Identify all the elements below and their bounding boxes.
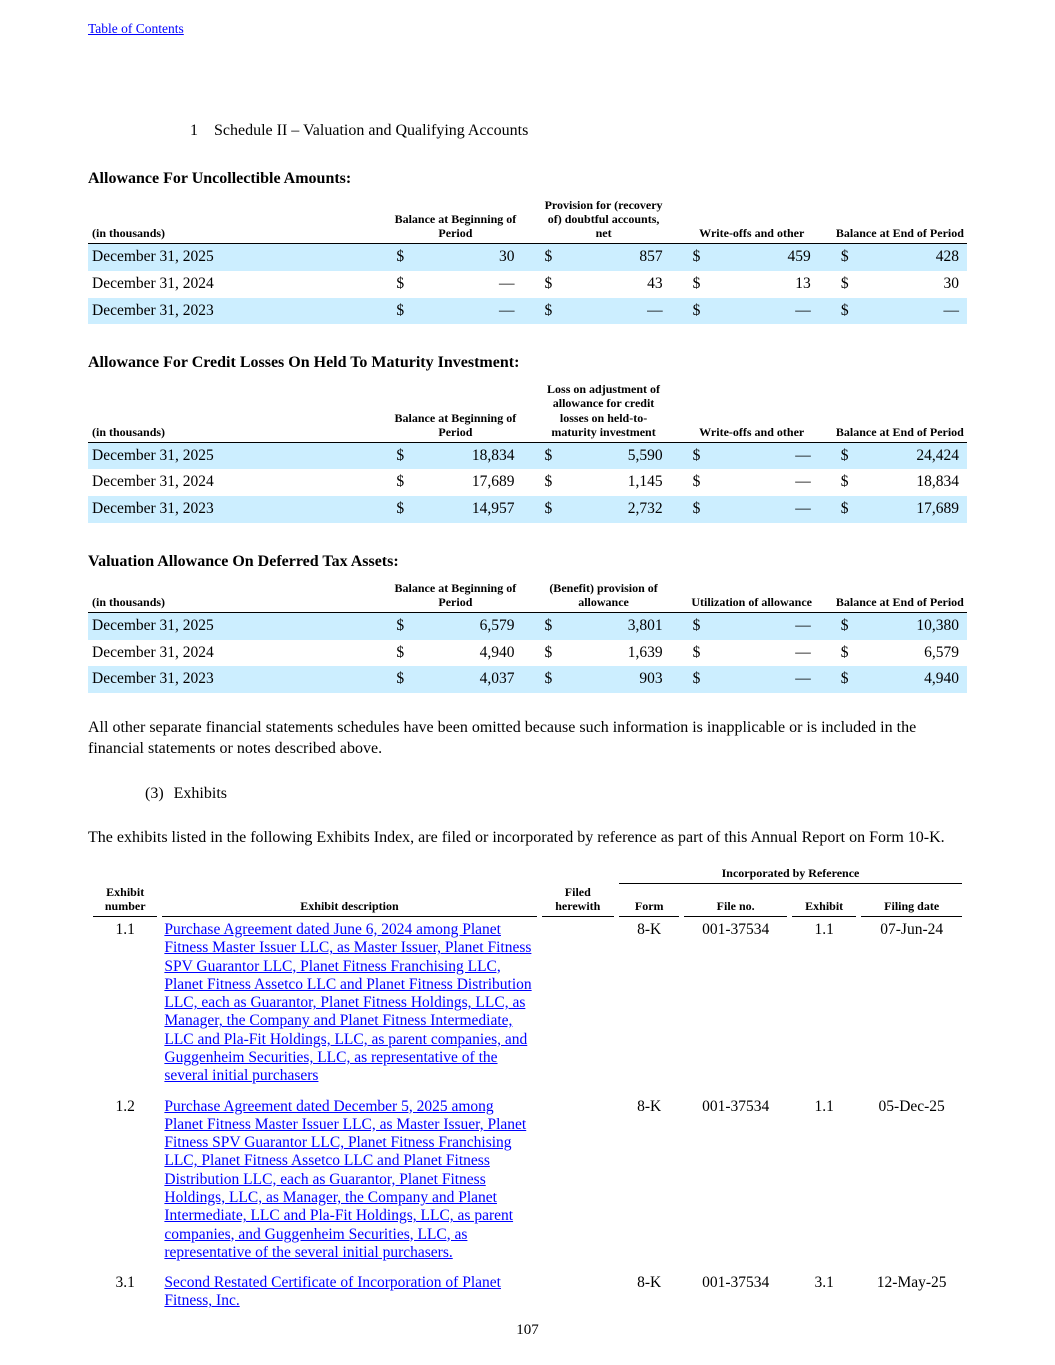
exhibits-header-row: [93, 884, 962, 917]
table-row: [88, 612, 967, 639]
col-header-writeoffs: Write-offs and other: [685, 197, 819, 244]
amount-cell: 857: [559, 244, 671, 271]
form-cell: 8-K: [637, 1097, 662, 1115]
schedule-number: 1: [190, 122, 198, 139]
exhibit-description-link[interactable]: Purchase Agreement dated December 5, 2025 among Planet Fitness Master Issuer LLC, as Master Issuer, Planet Fitness SPV Guarantor LLC, Planet Fitness Franchising LLC, Planet Fitness Assetco LLC and Planet Fitness Distribution LLC, each as Guarantor, Planet Fitness Holdings, LLC, as Manager, the Company and Planet Intermediate, LLC and Pla-Fit Holdings, LLC, as parent companies, and Guggenheim Securities, LLC, as representative of the several initial purchasers.: [164, 1097, 527, 1261]
exhibit-number: 3.1: [115, 1274, 135, 1292]
amount-cell: 6,579: [924, 643, 959, 661]
file-no-cell: 001-37534: [702, 1274, 770, 1292]
amount-cell: —: [707, 612, 819, 639]
row-label: December 31, 2025: [88, 442, 388, 469]
exhibit-number: 1.1: [115, 921, 135, 939]
spacer-cell: [671, 244, 685, 271]
col-header-exhibit-number: Exhibit number: [93, 884, 157, 917]
incorporated-by-reference-header: Incorporated by Reference: [619, 865, 962, 884]
currency-symbol: $: [840, 473, 849, 491]
currency-symbol: $: [537, 244, 559, 271]
amount-cell: —: [707, 496, 819, 523]
col-header-form: Form: [619, 884, 679, 917]
currency-symbol: $: [396, 473, 405, 491]
col-header-balance-beginning: Balance at Beginning of Period: [388, 580, 522, 613]
table-row: [88, 666, 967, 693]
spacer-cell: [671, 442, 685, 469]
exhibit-number: 1.2: [115, 1097, 135, 1115]
spacer-cell: [671, 381, 685, 442]
currency-symbol: $: [388, 612, 410, 639]
table-row: [88, 496, 967, 523]
exhibits-title: Exhibits: [173, 785, 227, 803]
currency-symbol: $: [396, 275, 405, 293]
credit-losses-table: [88, 381, 967, 522]
table-row: [88, 469, 967, 496]
exhibit-description-link[interactable]: Purchase Agreement dated June 6, 2024 among Planet Fitness Master Issuer LLC, as Master Issuer, Planet Fitness SPV Guarantor LLC, Planet Fitness Franchising LLC, Planet Fitness Assetco LLC and Planet Fitness Distribution LLC, each as Guarantor, Planet Fitness Holdings, LLC, as Manager, the Company and Planet Fitness Intermediate, LLC and Pla-Fit Holdings, LLC, as parent companies, and Guggenheim Securities, LLC, as representative of the several initial purchasers: [164, 921, 532, 1085]
exhibit-row: [93, 1094, 962, 1271]
spacer-cell: [671, 197, 685, 244]
spacer-cell: [522, 496, 536, 523]
unit-label: (in thousands): [88, 197, 388, 244]
section-title-credit-losses: Allowance For Credit Losses On Held To Maturity Investment:: [88, 354, 520, 372]
amount-cell: —: [707, 666, 819, 693]
table-header-row: [88, 197, 967, 244]
currency-symbol: $: [840, 643, 849, 661]
currency-symbol: $: [537, 298, 559, 325]
spacer-cell: [522, 640, 536, 667]
currency-symbol: $: [544, 275, 553, 293]
filed-herewith-cell: [542, 917, 614, 1094]
col-header-file-no: File no.: [684, 884, 787, 917]
amount-cell: 4,037: [410, 666, 522, 693]
currency-symbol: $: [685, 442, 707, 469]
amount-cell: 5,590: [558, 442, 670, 469]
spacer-cell: [522, 298, 536, 325]
spacer-cell: [671, 640, 685, 667]
currency-symbol: $: [685, 666, 707, 693]
form-cell: 8-K: [637, 1274, 662, 1292]
amount-cell: —: [498, 275, 515, 293]
col-header-exhibit: Exhibit: [792, 884, 856, 917]
spacer-cell: [671, 298, 685, 325]
amount-cell: 6,579: [410, 612, 522, 639]
spacer-cell: [522, 469, 536, 496]
exhibit-description-cell: [162, 1094, 536, 1271]
amount-cell: 30: [410, 244, 522, 271]
row-label: December 31, 2024: [92, 643, 214, 661]
currency-symbol: $: [536, 612, 558, 639]
spacer-cell: [819, 496, 833, 523]
unit-label: (in thousands): [88, 381, 388, 442]
schedule-heading: [88, 122, 967, 140]
amount-cell: —: [795, 643, 811, 661]
amount-cell: 1,145: [627, 473, 663, 491]
amount-cell: 4,940: [479, 643, 515, 661]
table-of-contents-link[interactable]: Table of Contents: [88, 21, 184, 36]
uncollectible-amounts-table: [88, 197, 967, 324]
spacer-cell: [819, 298, 833, 325]
currency-symbol: $: [833, 244, 855, 271]
row-label: December 31, 2025: [88, 612, 388, 639]
filing-date-cell: 05-Dec-25: [878, 1097, 945, 1115]
file-no-cell: 001-37534: [702, 921, 770, 939]
amount-cell: 903: [558, 666, 670, 693]
spacer-cell: [522, 580, 536, 613]
spacer-cell: [522, 612, 536, 639]
spacer-cell: [671, 666, 685, 693]
row-label: December 31, 2024: [92, 473, 214, 491]
amount-cell: 17,689: [471, 473, 515, 491]
table-row: [88, 298, 967, 325]
currency-symbol: $: [692, 275, 701, 293]
amount-cell: 10,380: [855, 612, 967, 639]
spacer-cell: [671, 271, 685, 298]
spacer-cell: [671, 580, 685, 613]
amount-cell: 30: [943, 275, 959, 293]
amount-cell: —: [707, 298, 819, 325]
col-header-filed-herewith: Filed herewith: [542, 884, 614, 917]
amount-cell: 2,732: [558, 496, 670, 523]
row-label: December 31, 2023: [88, 298, 388, 325]
currency-symbol: $: [833, 298, 855, 325]
currency-symbol: $: [396, 643, 405, 661]
exhibits-index-table: [88, 865, 967, 1319]
currency-symbol: $: [388, 244, 410, 271]
spacer-cell: [819, 640, 833, 667]
exhibit-ref-cell: 1.1: [814, 921, 834, 939]
currency-symbol: $: [536, 442, 558, 469]
row-label: December 31, 2023: [88, 666, 388, 693]
currency-symbol: $: [388, 496, 410, 523]
spacer-cell: [819, 612, 833, 639]
exhibit-row: [93, 917, 962, 1094]
amount-cell: 459: [707, 244, 819, 271]
amount-cell: 1,639: [627, 643, 663, 661]
file-no-cell: 001-37534: [702, 1097, 770, 1115]
col-header-balance-end: Balance at End of Period: [833, 580, 967, 613]
spacer-cell: [819, 580, 833, 613]
spacer-cell: [671, 496, 685, 523]
amount-cell: —: [855, 298, 967, 325]
spacer-cell: [671, 469, 685, 496]
currency-symbol: $: [544, 643, 553, 661]
amount-cell: 18,834: [916, 473, 959, 491]
amount-cell: —: [410, 298, 522, 325]
amount-cell: 43: [647, 275, 663, 293]
spacer-cell: [819, 197, 833, 244]
spacer-cell: [522, 271, 536, 298]
spacer-cell: [819, 666, 833, 693]
spacer-cell: [522, 244, 536, 271]
currency-symbol: $: [544, 473, 553, 491]
currency-symbol: $: [388, 666, 410, 693]
currency-symbol: $: [692, 643, 701, 661]
amount-cell: 24,424: [855, 442, 967, 469]
exhibits-number: (3): [145, 785, 164, 803]
exhibit-row: [93, 1270, 962, 1319]
row-label: December 31, 2024: [92, 275, 214, 293]
table-header-row: [88, 381, 967, 442]
col-header-exhibit-description: Exhibit description: [162, 884, 536, 917]
unit-label: (in thousands): [88, 580, 388, 613]
spacer-cell: [819, 381, 833, 442]
spacer-cell: [819, 469, 833, 496]
section-title-valuation-allowance: Valuation Allowance On Deferred Tax Assets:: [88, 552, 399, 570]
col-header-balance-end: Balance at End of Period: [833, 197, 967, 244]
currency-symbol: $: [692, 473, 701, 491]
table-row: [88, 244, 967, 271]
table-row: [88, 442, 967, 469]
spacer-cell: [819, 244, 833, 271]
col-header-benefit-provision: (Benefit) provision of allowance: [536, 580, 670, 613]
spacer-cell: [819, 271, 833, 298]
spacer-cell: [522, 666, 536, 693]
row-label: December 31, 2025: [88, 244, 388, 271]
col-header-writeoffs: Write-offs and other: [685, 381, 819, 442]
filed-herewith-cell: [542, 1270, 614, 1319]
omitted-schedules-note: All other separate financial statements schedules have been omitted because such information is inapplicable or is included in the financial statements or notes described above.: [88, 718, 917, 758]
amount-cell: —: [795, 473, 811, 491]
filing-date-cell: 07-Jun-24: [880, 921, 944, 939]
currency-symbol: $: [833, 496, 855, 523]
col-header-utilization: Utilization of allowance: [685, 580, 819, 613]
currency-symbol: $: [536, 496, 558, 523]
col-header-loss-adjustment: Loss on adjustment of allowance for credit losses on held-to-maturity investment: [536, 381, 670, 442]
exhibit-description-cell: [162, 917, 536, 1094]
spacer-cell: [819, 442, 833, 469]
amount-cell: 14,957: [410, 496, 522, 523]
form-cell: 8-K: [637, 921, 662, 939]
amount-cell: 3,801: [558, 612, 670, 639]
row-label: December 31, 2023: [88, 496, 388, 523]
spacer-cell: [93, 865, 614, 884]
amount-cell: 4,940: [855, 666, 967, 693]
schedule-title: Schedule II – Valuation and Qualifying Accounts: [214, 122, 529, 139]
currency-symbol: $: [536, 666, 558, 693]
currency-symbol: $: [685, 612, 707, 639]
spacer-cell: [522, 381, 536, 442]
amount-cell: 13: [795, 275, 811, 293]
col-header-balance-beginning: Balance at Beginning of Period: [388, 197, 522, 244]
col-header-balance-beginning: Balance at Beginning of Period: [388, 381, 522, 442]
amount-cell: 18,834: [410, 442, 522, 469]
currency-symbol: $: [833, 442, 855, 469]
exhibit-description-link[interactable]: Second Restated Certificate of Incorporation of Planet Fitness, Inc.: [164, 1274, 501, 1310]
section-title-uncollectible: Allowance For Uncollectible Amounts:: [88, 170, 352, 187]
currency-symbol: $: [833, 612, 855, 639]
col-header-provision: Provision for (recovery of) doubtful accounts, net: [537, 197, 671, 244]
exhibit-description-cell: [162, 1270, 536, 1319]
table-row: [88, 640, 967, 667]
exhibits-heading: [88, 785, 967, 803]
exhibits-intro: The exhibits listed in the following Exhibits Index, are filed or incorporated by reference as part of this Annual Report on Form 10-K.: [88, 829, 945, 847]
amount-cell: 17,689: [855, 496, 967, 523]
spacer-cell: [522, 197, 536, 244]
amount-cell: —: [707, 442, 819, 469]
currency-symbol: $: [833, 666, 855, 693]
col-header-filing-date: Filing date: [861, 884, 962, 917]
currency-symbol: $: [685, 496, 707, 523]
exhibit-ref-cell: 3.1: [814, 1274, 834, 1292]
table-row: [88, 271, 967, 298]
exhibits-group-header-row: [93, 865, 962, 884]
page-number: 107: [516, 1322, 539, 1338]
filing-date-cell: 12-May-25: [876, 1274, 947, 1292]
currency-symbol: $: [685, 244, 707, 271]
spacer-cell: [671, 612, 685, 639]
exhibit-ref-cell: 1.1: [814, 1097, 834, 1115]
amount-cell: 428: [855, 244, 967, 271]
currency-symbol: $: [388, 298, 410, 325]
currency-symbol: $: [840, 275, 849, 293]
currency-symbol: $: [388, 442, 410, 469]
spacer-cell: [522, 442, 536, 469]
table-header-row: [88, 580, 967, 613]
col-header-balance-end: Balance at End of Period: [833, 381, 967, 442]
currency-symbol: $: [685, 298, 707, 325]
deferred-tax-table: [88, 580, 967, 693]
filed-herewith-cell: [542, 1094, 614, 1271]
amount-cell: —: [559, 298, 671, 325]
